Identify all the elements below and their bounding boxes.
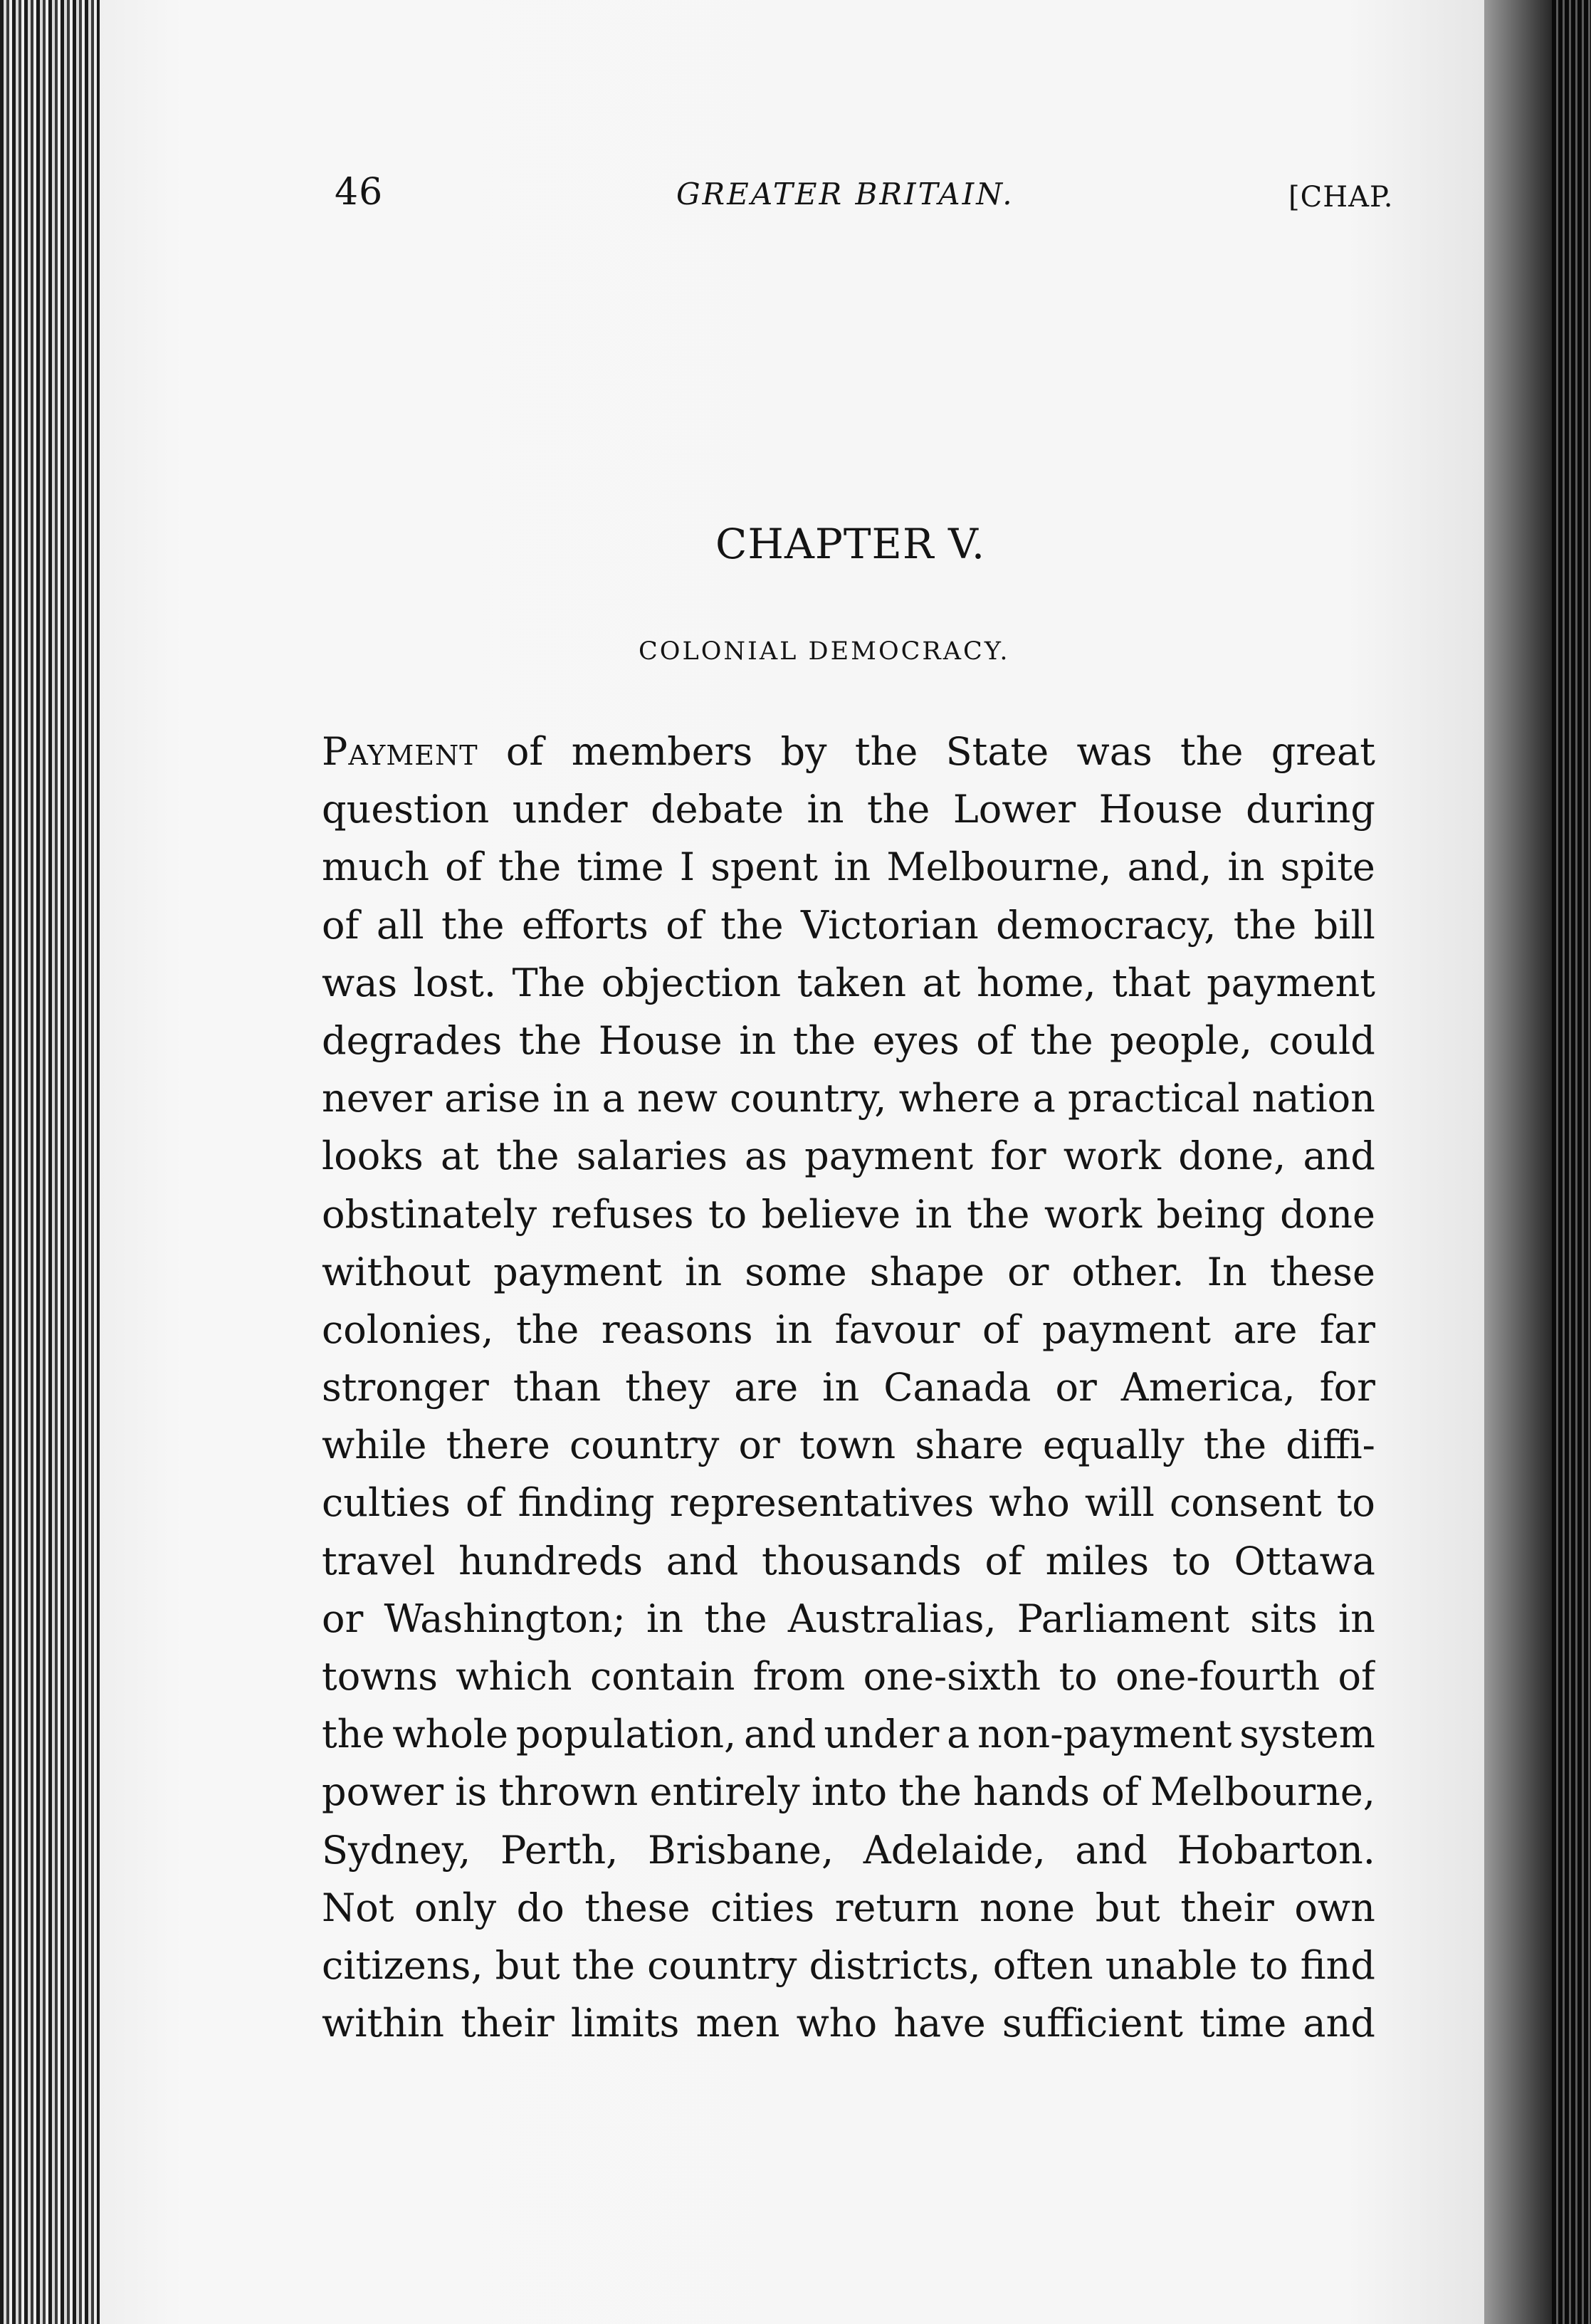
text-line	[322, 1243, 1375, 1301]
word: done	[1280, 1191, 1375, 1237]
word: could	[1269, 1017, 1375, 1063]
word: the	[866, 787, 930, 832]
word: the	[1180, 729, 1244, 774]
word: of	[322, 902, 359, 948]
word: in	[822, 1365, 860, 1410]
word: under	[512, 787, 628, 832]
word: only	[414, 1885, 497, 1930]
word: the	[496, 1134, 560, 1179]
word: in	[807, 787, 844, 832]
word: which	[456, 1654, 572, 1699]
text-line	[322, 1185, 1375, 1243]
word: of	[984, 1538, 1022, 1584]
word: to	[1336, 1480, 1375, 1526]
word: a	[947, 1712, 970, 1757]
word: was	[322, 960, 398, 1005]
page-edges	[0, 0, 100, 2324]
word: do	[516, 1885, 565, 1930]
text-line	[322, 1821, 1375, 1879]
word: in	[775, 1307, 813, 1352]
word: one-sixth	[863, 1654, 1041, 1699]
word: are	[734, 1365, 799, 1410]
word: one-fourth	[1115, 1654, 1320, 1699]
word: the	[441, 902, 505, 948]
word: House	[598, 1017, 723, 1063]
word: power	[322, 1769, 444, 1815]
word: nation	[1251, 1076, 1375, 1121]
word: country,	[730, 1076, 887, 1121]
word: often	[992, 1942, 1093, 1988]
word: In	[1207, 1249, 1247, 1294]
word: thousands	[762, 1538, 962, 1584]
word: whole	[392, 1712, 509, 1757]
word: non-payment	[977, 1712, 1232, 1757]
word: for	[990, 1134, 1046, 1179]
text-line	[322, 723, 1375, 780]
word: was	[1076, 729, 1152, 774]
word: sufficient	[1002, 2001, 1183, 2046]
word: these	[1269, 1249, 1375, 1294]
word: by	[780, 729, 827, 774]
word: eyes	[872, 1017, 960, 1063]
word: or	[1055, 1365, 1097, 1410]
word: country	[569, 1423, 720, 1468]
text-line	[322, 1532, 1375, 1590]
word: citizens,	[322, 1942, 483, 1988]
word: State	[945, 729, 1049, 774]
word: in	[739, 1017, 777, 1063]
word: efforts	[521, 902, 649, 948]
text-line	[322, 1301, 1375, 1359]
word: these	[584, 1885, 691, 1930]
word: favour	[834, 1307, 960, 1352]
word: work	[1063, 1134, 1162, 1179]
word: payment	[493, 1249, 662, 1294]
word: from	[752, 1654, 846, 1699]
gutter-edge	[1552, 0, 1591, 2324]
word: of	[505, 729, 544, 774]
word: country	[647, 1942, 797, 1988]
word: and	[666, 1538, 739, 1584]
text-line	[322, 1763, 1375, 1821]
word: bill	[1313, 902, 1375, 948]
word: Ottawa	[1234, 1538, 1375, 1584]
word: Perth,	[500, 1827, 619, 1873]
word: men	[695, 2001, 780, 2046]
word: Payment	[322, 729, 478, 774]
word: in	[1227, 844, 1265, 890]
text-line	[322, 1705, 1375, 1763]
word: shape	[869, 1249, 984, 1294]
word: consent	[1169, 1480, 1322, 1526]
word: I	[679, 844, 695, 890]
word: Adelaide,	[863, 1827, 1046, 1873]
word: in	[834, 844, 871, 890]
word: is	[455, 1769, 488, 1815]
word: a	[1032, 1076, 1056, 1121]
word: new	[636, 1076, 718, 1121]
word: into	[811, 1769, 888, 1815]
word: representatives	[669, 1480, 975, 1526]
text-line	[322, 1416, 1375, 1474]
word: Not	[322, 1885, 394, 1930]
word: within	[322, 2001, 445, 2046]
word: of	[466, 1480, 503, 1526]
word: members	[571, 729, 753, 774]
word: or	[1007, 1249, 1049, 1294]
word: but	[495, 1942, 560, 1988]
word: without	[322, 1249, 471, 1294]
word: Australias,	[787, 1596, 997, 1641]
word: none	[980, 1885, 1076, 1930]
word: during	[1246, 787, 1375, 832]
word: find	[1300, 1942, 1375, 1988]
text-line	[322, 1474, 1375, 1532]
word: for	[1319, 1365, 1375, 1410]
word: of	[982, 1307, 1020, 1352]
word: taken	[797, 960, 907, 1005]
word: home,	[977, 960, 1096, 1005]
word: Hobarton.	[1177, 1827, 1375, 1873]
word: the	[498, 844, 562, 890]
word: debate	[651, 787, 784, 832]
word: Washington;	[384, 1596, 626, 1641]
word: Parliament	[1017, 1596, 1230, 1641]
text-line	[322, 1012, 1375, 1069]
word: in	[552, 1076, 590, 1121]
text-line	[322, 1648, 1375, 1705]
word: as	[745, 1134, 787, 1179]
word: payment	[1207, 960, 1375, 1005]
word: the	[704, 1596, 767, 1641]
word: the	[966, 1191, 1030, 1237]
word: share	[915, 1423, 1024, 1468]
word: in	[685, 1249, 723, 1294]
word: and	[744, 1712, 816, 1757]
word: time	[1199, 2001, 1287, 2046]
text-line	[322, 780, 1375, 838]
word: at	[922, 960, 961, 1005]
word: the	[1203, 1423, 1267, 1468]
text-line	[322, 1590, 1375, 1648]
word: a	[602, 1076, 625, 1121]
word: Brisbane,	[647, 1827, 834, 1873]
text-line	[322, 1879, 1375, 1937]
word: House	[1098, 787, 1223, 832]
word: town	[799, 1423, 896, 1468]
word: own	[1294, 1885, 1375, 1930]
word: finding	[518, 1480, 655, 1526]
word: other.	[1071, 1249, 1185, 1294]
word: thrown	[498, 1769, 639, 1815]
word: of	[1338, 1654, 1375, 1699]
word: are	[1233, 1307, 1298, 1352]
word: and	[1303, 1134, 1375, 1179]
word: democracy,	[996, 902, 1217, 948]
word: or	[738, 1423, 780, 1468]
word: great	[1271, 729, 1375, 774]
chapter-subtitle: COLONIAL DEMOCRACY.	[639, 637, 1010, 666]
word: the	[1030, 1017, 1093, 1063]
word: and,	[1127, 844, 1212, 890]
word: the	[898, 1769, 962, 1815]
word: looks	[322, 1134, 424, 1179]
word: obstinately	[322, 1191, 537, 1237]
word: refuses	[551, 1191, 694, 1237]
word: people,	[1110, 1017, 1253, 1063]
word: population,	[515, 1712, 737, 1757]
body-text	[322, 723, 1375, 2052]
word: to	[1249, 1942, 1288, 1988]
word: contain	[589, 1654, 735, 1699]
book-title: GREATER BRITAIN.	[676, 177, 1014, 211]
word: system	[1239, 1712, 1375, 1757]
word: while	[322, 1423, 427, 1468]
chapter-abbrev: [CHAP.	[1288, 181, 1394, 214]
text-line	[322, 1359, 1375, 1416]
word: of	[1101, 1769, 1139, 1815]
word: they	[625, 1365, 710, 1410]
word: to	[708, 1191, 747, 1237]
word: unable	[1105, 1942, 1238, 1988]
word: will	[1084, 1480, 1155, 1526]
word: cities	[710, 1885, 815, 1930]
word: the	[854, 729, 918, 774]
word: America,	[1120, 1365, 1296, 1410]
word: but	[1095, 1885, 1160, 1930]
word: towns	[322, 1654, 438, 1699]
word: reasons	[601, 1307, 753, 1352]
word: Lower	[952, 787, 1076, 832]
word: limits	[570, 2001, 680, 2046]
word: in	[1338, 1596, 1375, 1641]
word: Canada	[883, 1365, 1031, 1410]
word: the	[322, 1712, 385, 1757]
word: entirely	[649, 1769, 800, 1815]
word: at	[440, 1134, 479, 1179]
word: of	[976, 1017, 1014, 1063]
word: and	[1303, 2001, 1375, 2046]
chapter-heading: CHAPTER V.	[715, 520, 986, 568]
word: objection	[601, 960, 782, 1005]
word: their	[1180, 1885, 1274, 1930]
word: Melbourne,	[1150, 1769, 1375, 1815]
text-line	[322, 896, 1375, 954]
word: have	[893, 2001, 986, 2046]
word: there	[446, 1423, 550, 1468]
word: stronger	[322, 1365, 489, 1410]
word: believe	[761, 1191, 901, 1237]
word: question	[322, 787, 490, 832]
word: diffi-	[1286, 1423, 1375, 1468]
word: miles	[1045, 1538, 1150, 1584]
word: the	[572, 1942, 636, 1988]
word: who	[989, 1480, 1070, 1526]
text-line	[322, 954, 1375, 1012]
word: colonies,	[322, 1307, 494, 1352]
word: their	[461, 2001, 555, 2046]
word: the	[515, 1307, 579, 1352]
text-line	[322, 1127, 1375, 1185]
word: The	[512, 960, 586, 1005]
word: salaries	[576, 1134, 728, 1179]
word: districts,	[809, 1942, 981, 1988]
word: time	[577, 844, 664, 890]
word: hundreds	[458, 1538, 644, 1584]
text-line	[322, 838, 1375, 896]
word: work	[1044, 1191, 1143, 1237]
word: culties	[322, 1480, 451, 1526]
word: or	[322, 1596, 364, 1641]
word: to	[1172, 1538, 1211, 1584]
word: done,	[1178, 1134, 1286, 1179]
word: Melbourne,	[886, 844, 1112, 890]
word: travel	[322, 1538, 436, 1584]
word: sits	[1250, 1596, 1318, 1641]
word: who	[796, 2001, 878, 2046]
running-head	[335, 171, 1402, 221]
text-line	[322, 1937, 1375, 1994]
text-line	[322, 1994, 1375, 2052]
word: far	[1319, 1307, 1375, 1352]
word: all	[376, 902, 424, 948]
word: to	[1059, 1654, 1098, 1699]
word: arise	[444, 1076, 541, 1121]
word: in	[646, 1596, 684, 1641]
word: the	[720, 902, 784, 948]
word: Victorian	[800, 902, 979, 948]
page-number: 46	[335, 171, 384, 214]
text-line	[322, 1069, 1375, 1127]
word: lost.	[413, 960, 497, 1005]
word: payment	[804, 1134, 974, 1179]
word: hands	[972, 1769, 1090, 1815]
word: the	[792, 1017, 856, 1063]
word: of	[666, 902, 703, 948]
word: and	[1075, 1827, 1148, 1873]
word: spite	[1280, 844, 1375, 890]
word: return	[834, 1885, 960, 1930]
word: some	[745, 1249, 847, 1294]
word: degrades	[322, 1017, 503, 1063]
word: spent	[710, 844, 818, 890]
word: that	[1112, 960, 1191, 1005]
word: under	[824, 1712, 940, 1757]
word: the	[518, 1017, 582, 1063]
word: payment	[1042, 1307, 1211, 1352]
word: the	[1233, 902, 1297, 948]
word: where	[898, 1076, 1021, 1121]
word: never	[322, 1076, 433, 1121]
word: in	[915, 1191, 952, 1237]
word: equally	[1042, 1423, 1185, 1468]
word: being	[1156, 1191, 1266, 1237]
word: much	[322, 844, 430, 890]
word: than	[513, 1365, 602, 1410]
word: of	[445, 844, 483, 890]
word: Sydney,	[322, 1827, 471, 1873]
word: practical	[1067, 1076, 1240, 1121]
